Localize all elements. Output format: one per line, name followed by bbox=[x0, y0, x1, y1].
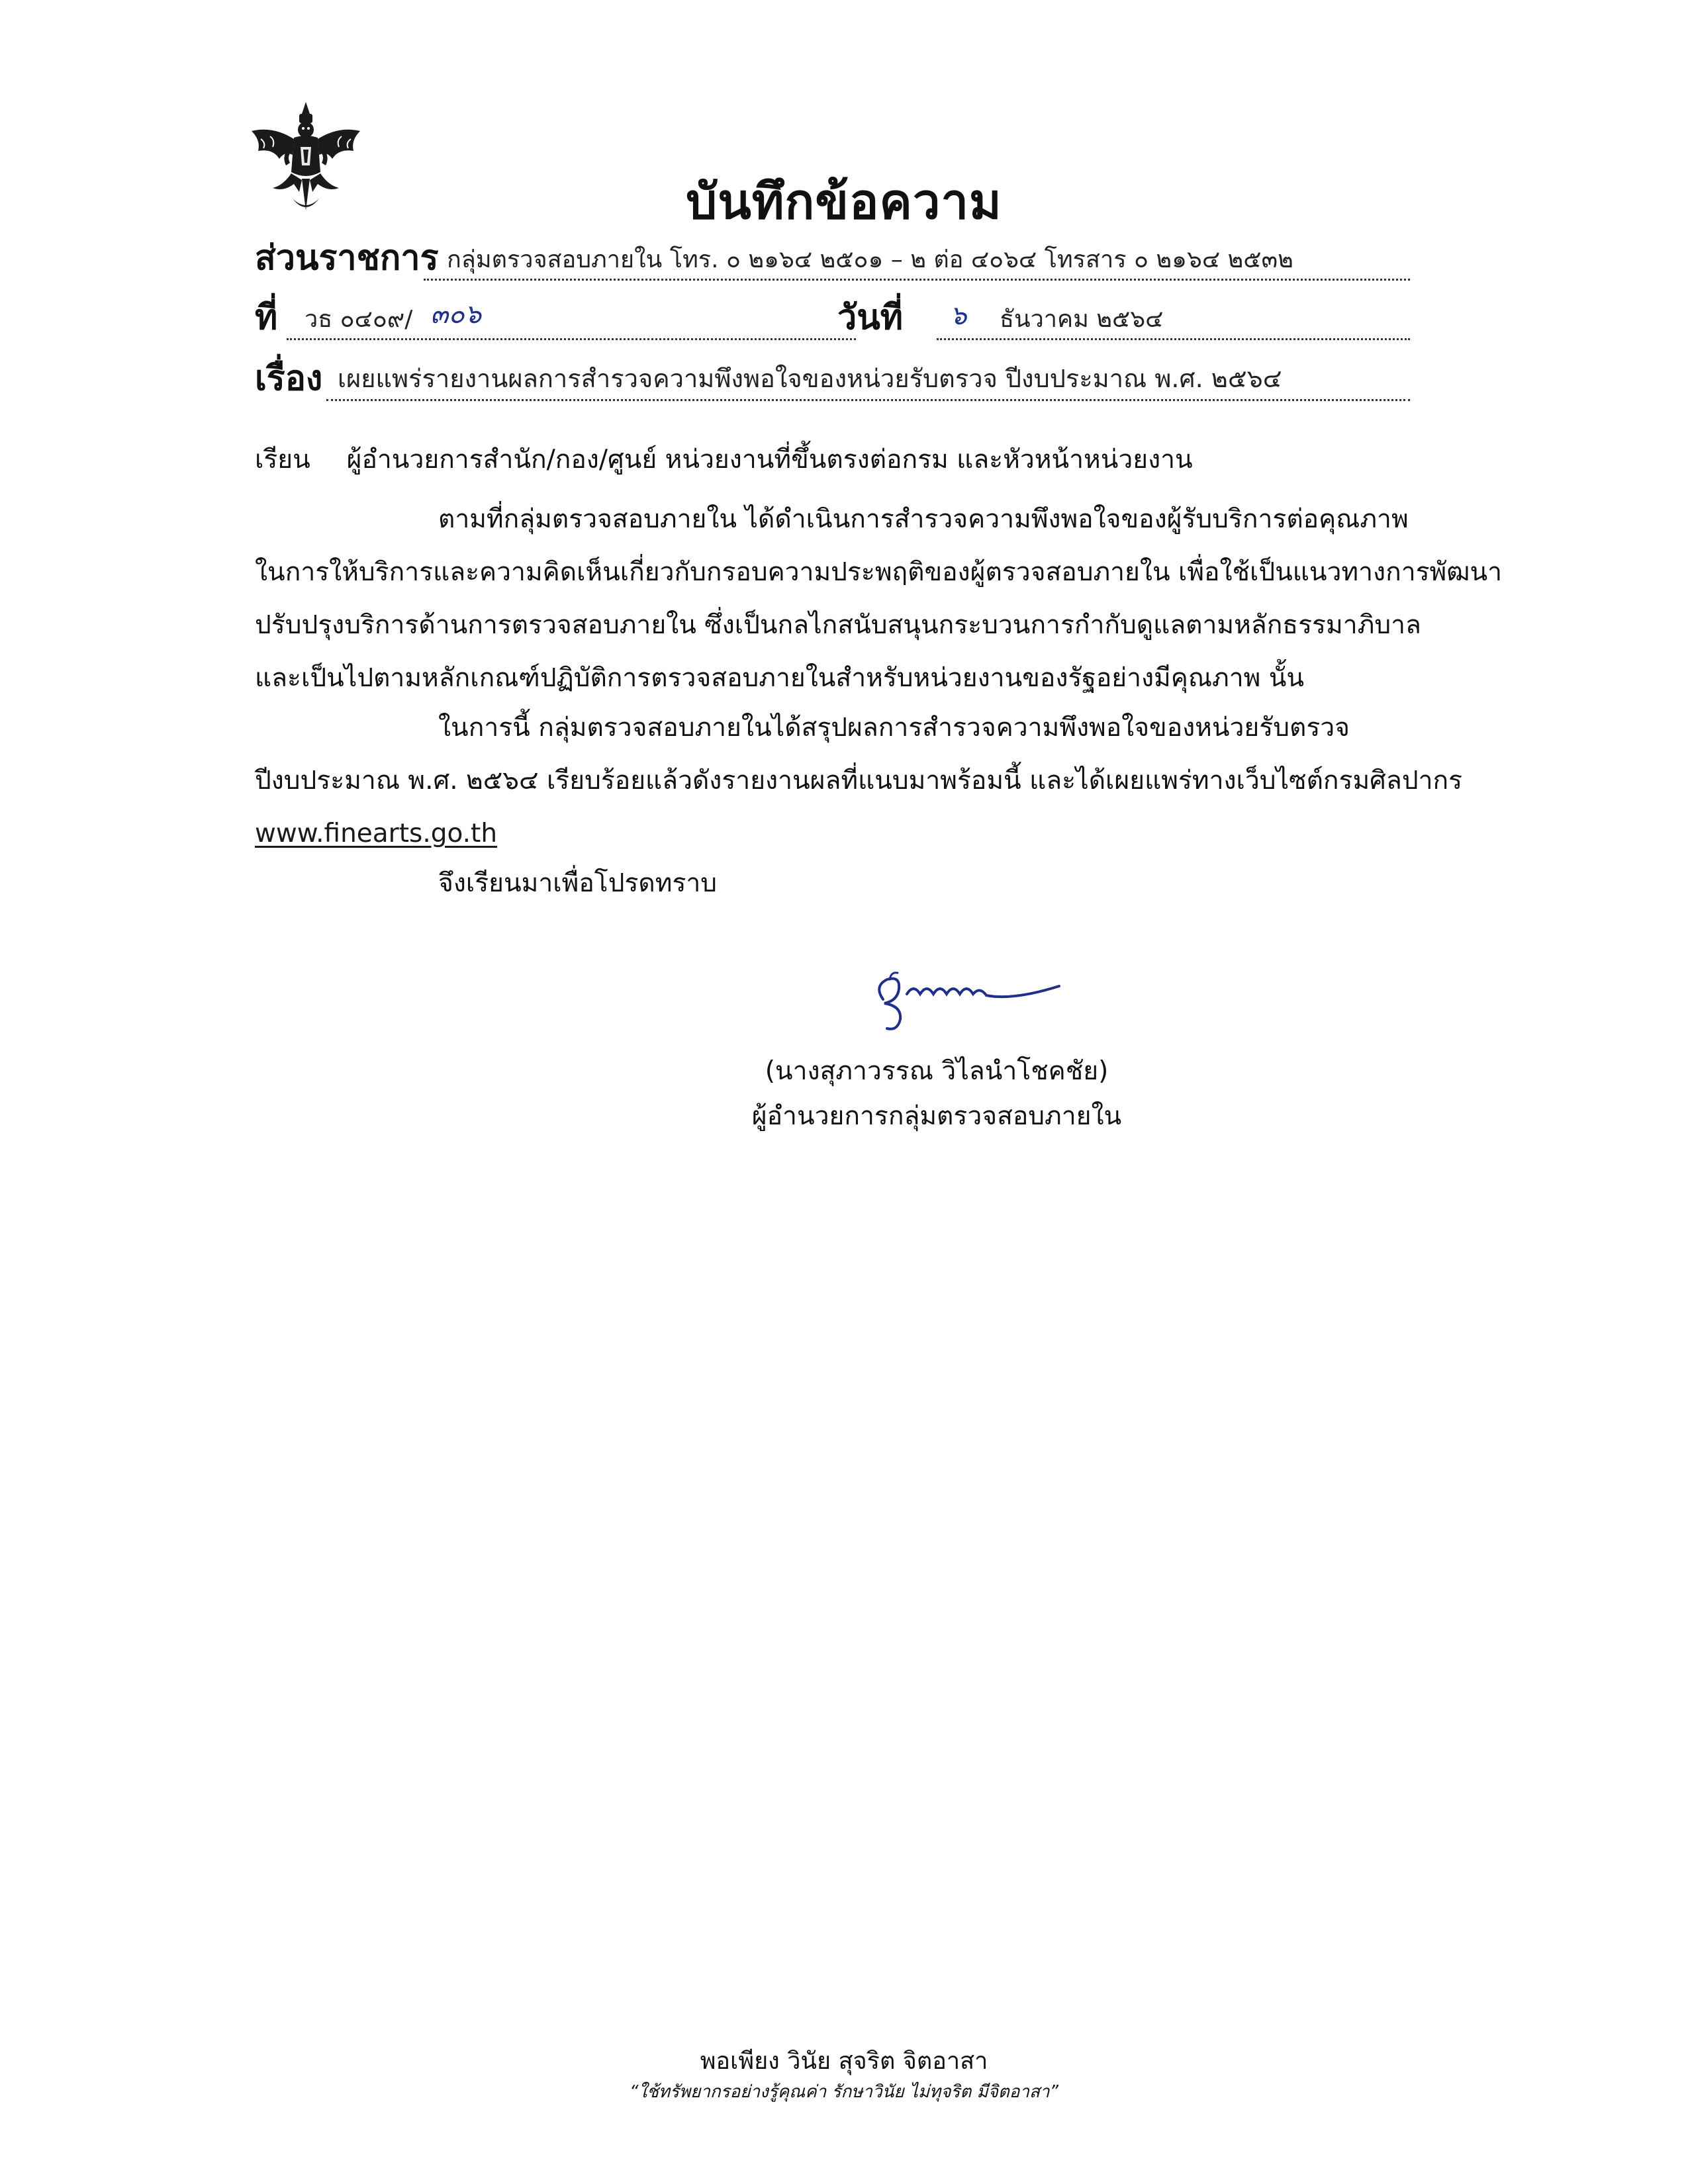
recipient-line bbox=[255, 433, 1193, 486]
handwritten-signature bbox=[861, 960, 1072, 1039]
number-handwritten: ๓๐๖ bbox=[430, 299, 482, 330]
subject-dotted-line bbox=[326, 399, 1410, 401]
department-label: ส่วนราชการ bbox=[255, 238, 439, 278]
paragraph-2-line: ปีงบประมาณ พ.ศ. ๒๕๖๔ เรียบร้อยแล้วดังรายงานผลที่แนบมาพร้อมนี้ และได้เผยแพร่ทางเว็บไซต์กรมศิลปากร bbox=[255, 766, 1463, 796]
signer-name: (นางสุภาวรรณ วิไลนำโชคชัย) bbox=[765, 1056, 1109, 1086]
paragraph-1-line: และเป็นไปตามหลักเกณฑ์ปฏิบัติการตรวจสอบภายในสำหรับหน่วยงานของรัฐอย่างมีคุณภาพ นั้น bbox=[255, 663, 1305, 693]
department-dotted-line bbox=[424, 279, 1410, 281]
subject-row bbox=[255, 357, 1410, 410]
subject-label: เรื่อง bbox=[255, 359, 323, 398]
number-label: ที่ bbox=[255, 298, 278, 338]
date-label: วันที่ bbox=[837, 298, 904, 338]
paragraph-1 bbox=[255, 493, 1503, 705]
number-value: วธ ๐๔๐๙/ bbox=[305, 306, 413, 333]
subject-value: เผยแพร่รายงานผลการสำรวจความพึงพอใจของหน่วยรับตรวจ ปีงบประมาณ พ.ศ. ๒๕๖๔ bbox=[338, 364, 1282, 393]
signer-block bbox=[712, 1049, 1162, 1139]
document-title: บันทึกข้อความ bbox=[686, 173, 1002, 230]
department-value: กลุ่มตรวจสอบภายใน โทร. ๐ ๒๑๖๔ ๒๕๐๑ – ๒ ต่อ ๔๐๖๔ โทรสาร ๐ ๒๑๖๔ ๒๕๓๒ bbox=[447, 246, 1293, 273]
recipient-label: เรียน bbox=[255, 445, 310, 475]
date-day-handwritten: ๖ bbox=[950, 300, 967, 331]
recipient-value: ผู้อำนวยการสำนัก/กอง/ศูนย์ หน่วยงานที่ขึ้นตรงต่อกรม และหัวหน้าหน่วยงาน bbox=[346, 445, 1193, 475]
closing-text: จึงเรียนมาเพื่อโปรดทราบ bbox=[438, 868, 718, 898]
paragraph-1-line: ตามที่กลุ่มตรวจสอบภายใน ได้ดำเนินการสำรวจความพึงพอใจของผู้รับบริการต่อคุณภาพ bbox=[438, 504, 1409, 534]
footer-motto: พอเพียง วินัย สุจริต จิตอาสา bbox=[700, 2048, 988, 2075]
paragraph-2 bbox=[255, 702, 1463, 860]
footer-quote: “ใช้ทรัพยากรอย่างรู้คุณค่า รักษาวินัย ไม่ทุจริต มีจิตอาสา” bbox=[630, 2082, 1058, 2102]
paragraph-2-line: ในการนี้ กลุ่มตรวจสอบภายในได้สรุปผลการสำรวจความพึงพอใจของหน่วยรับตรวจ bbox=[438, 713, 1350, 743]
paragraph-1-line: ปรับปรุงบริการด้านการตรวจสอบภายใน ซึ่งเป็นกลไกสนับสนุนกระบวนการกำกับดูแลตามหลักธรรมาภิบาล bbox=[255, 610, 1421, 640]
number-date-row bbox=[255, 296, 1410, 349]
website-link[interactable]: www.finearts.go.th bbox=[255, 819, 498, 848]
number-dotted-line bbox=[287, 338, 856, 340]
date-dotted-line bbox=[937, 338, 1410, 340]
paragraph-1-line: ในการให้บริการและความคิดเห็นเกี่ยวกับกรอบความประพฤติของผู้ตรวจสอบภายใน เพื่อใช้เป็นแนวทางการพัฒนา bbox=[255, 557, 1503, 587]
date-value: ธันวาคม ๒๕๖๔ bbox=[1000, 306, 1164, 333]
signer-title: ผู้อำนวยการกลุ่มตรวจสอบภายใน bbox=[751, 1101, 1122, 1131]
department-row bbox=[255, 237, 1410, 290]
